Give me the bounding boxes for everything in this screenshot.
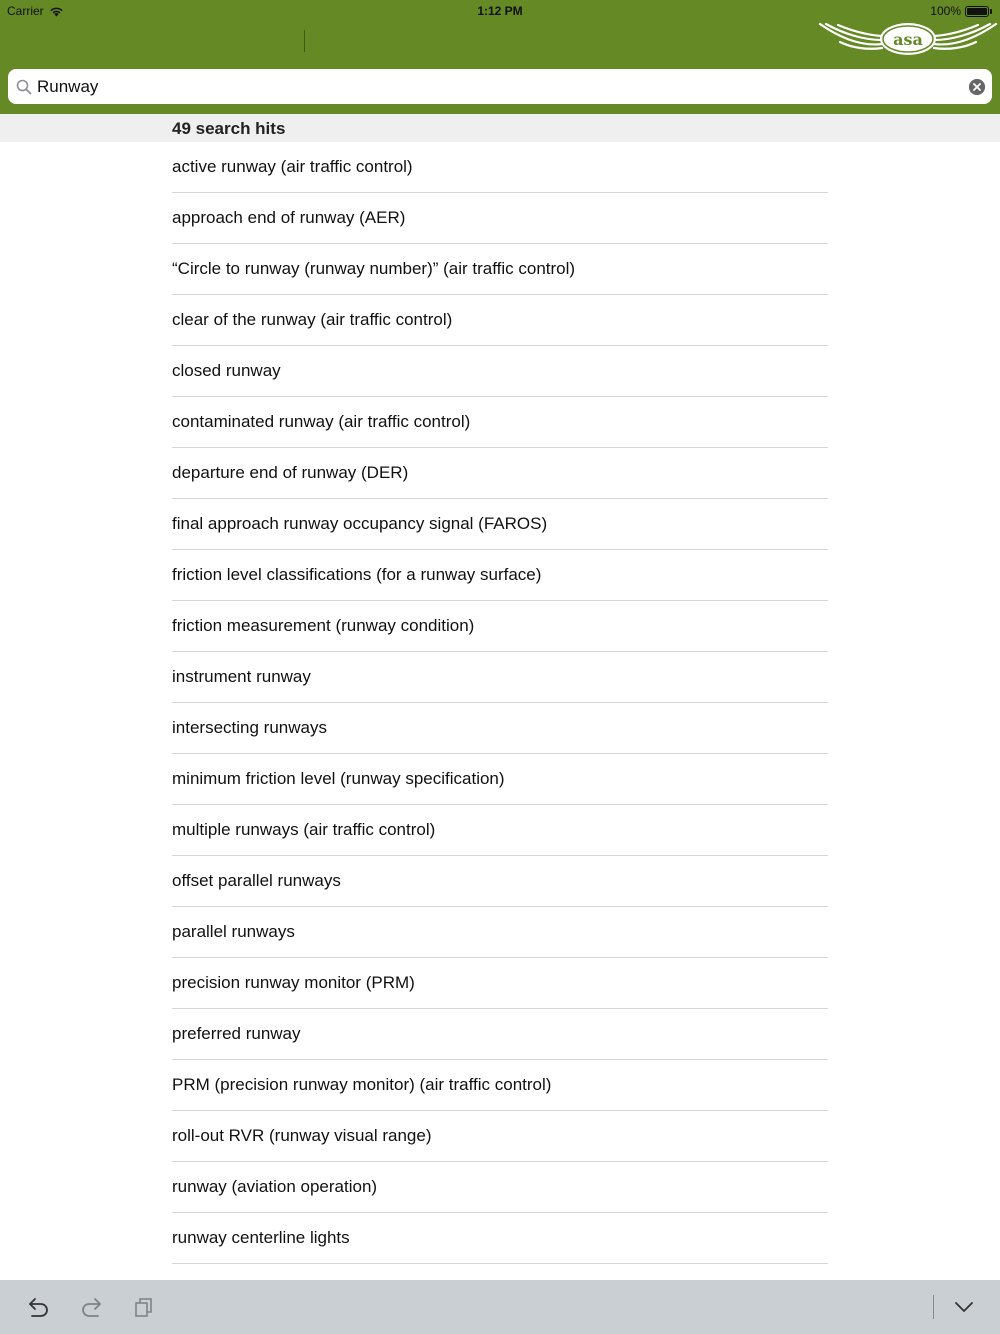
result-item[interactable]: minimum friction level (runway specification) <box>172 754 828 805</box>
result-item[interactable]: clear of the runway (air traffic control) <box>172 295 828 346</box>
battery-fill <box>967 8 987 15</box>
result-item[interactable]: departure end of runway (DER) <box>172 448 828 499</box>
result-item[interactable]: PRM (precision runway monitor) (air traffic control) <box>172 1060 828 1111</box>
battery-tip <box>990 9 992 14</box>
search-icon <box>16 79 32 95</box>
result-item[interactable]: runway centerline lights <box>172 1213 828 1264</box>
logo-text: asa <box>893 30 923 49</box>
bottom-toolbar <box>0 1280 1000 1334</box>
chevron-down-icon[interactable] <box>952 1295 976 1319</box>
result-item[interactable]: preferred runway <box>172 1009 828 1060</box>
winged-logo[interactable] <box>816 16 1000 58</box>
result-item[interactable]: offset parallel runways <box>172 856 828 907</box>
result-item[interactable]: parallel runways <box>172 907 828 958</box>
result-item[interactable]: contaminated runway (air traffic control) <box>172 397 828 448</box>
result-list <box>0 142 1000 1315</box>
result-item[interactable]: active runway (air traffic control) <box>172 142 828 193</box>
battery-percent: 100% <box>930 4 961 18</box>
result-item[interactable]: precision runway monitor (PRM) <box>172 958 828 1009</box>
redo-icon[interactable] <box>79 1295 103 1319</box>
result-item[interactable]: closed runway <box>172 346 828 397</box>
toolbar-divider <box>933 1295 934 1319</box>
undo-icon[interactable] <box>27 1295 51 1319</box>
status-time: 1:12 PM <box>477 4 523 18</box>
search-input[interactable] <box>37 73 937 100</box>
battery-icon <box>965 6 989 17</box>
result-item[interactable]: final approach runway occupancy signal (FAROS) <box>172 499 828 550</box>
copy-icon[interactable] <box>132 1295 156 1319</box>
header <box>0 0 1000 114</box>
result-item[interactable]: roll-out RVR (runway visual range) <box>172 1111 828 1162</box>
result-item[interactable]: multiple runways (air traffic control) <box>172 805 828 856</box>
nav-divider <box>304 30 305 52</box>
clear-icon[interactable] <box>969 79 985 95</box>
result-item[interactable]: runway (aviation operation) <box>172 1162 828 1213</box>
hits-count: 49 search hits <box>172 119 286 138</box>
search-bar[interactable] <box>8 69 992 104</box>
hits-header <box>0 114 1000 142</box>
results-panel <box>0 114 1000 1280</box>
result-item[interactable]: approach end of runway (AER) <box>172 193 828 244</box>
result-item[interactable]: intersecting runways <box>172 703 828 754</box>
result-item[interactable]: friction measurement (runway condition) <box>172 601 828 652</box>
result-item[interactable]: instrument runway <box>172 652 828 703</box>
result-item[interactable]: “Circle to runway (runway number)” (air traffic control) <box>172 244 828 295</box>
carrier-label: Carrier <box>7 4 44 18</box>
result-item[interactable]: friction level classifications (for a runway surface) <box>172 550 828 601</box>
